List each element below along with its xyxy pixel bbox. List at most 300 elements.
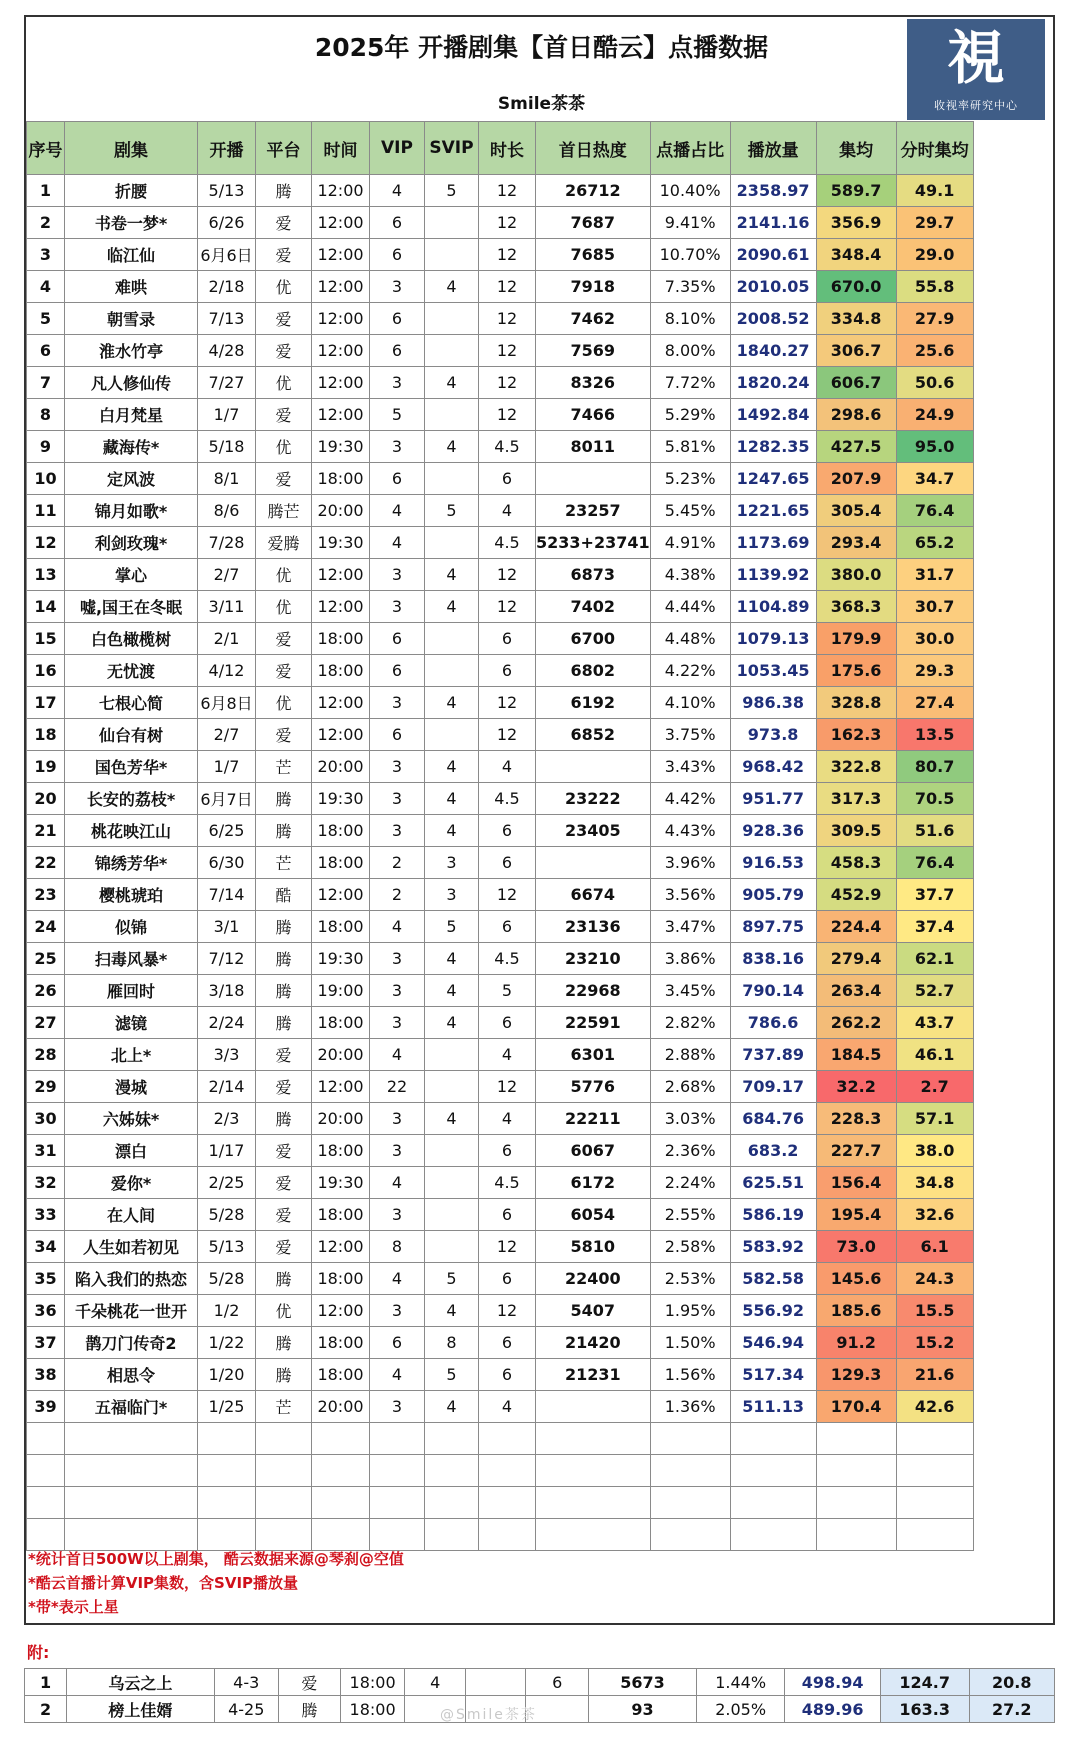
cell-duration: 6: [526, 1669, 589, 1696]
cell-name: 淮水竹亭: [65, 335, 198, 367]
cell-start: 3/18: [198, 975, 256, 1007]
cell-seq: 38: [27, 1359, 65, 1391]
cell-start: 4/12: [198, 655, 256, 687]
cell-time: 19:30: [312, 431, 370, 463]
cell-heat: 5673: [589, 1669, 697, 1696]
cell-duration: 12: [479, 687, 536, 719]
cell-time: 12:00: [312, 207, 370, 239]
cell-seq: 23: [27, 879, 65, 911]
cell-heat: 6674: [536, 879, 651, 911]
cell-start: 2/7: [198, 719, 256, 751]
cell-vip: 22: [370, 1071, 425, 1103]
cell-seg-avg: 52.7: [896, 975, 973, 1007]
cell-time: 20:00: [312, 495, 370, 527]
cell-heat: 26712: [536, 175, 651, 207]
cell-start: 2/14: [198, 1071, 256, 1103]
cell-play: 546.94: [730, 1327, 816, 1359]
cell-svip: [425, 623, 479, 655]
cell-time: 12:00: [312, 559, 370, 591]
cell-name: 在人间: [65, 1199, 198, 1231]
cell-play: 556.92: [730, 1295, 816, 1327]
cell-svip: 4: [425, 559, 479, 591]
cell-heat: 7569: [536, 335, 651, 367]
empty-row: [27, 1487, 974, 1519]
cell-seq: 8: [27, 399, 65, 431]
cell-share: 5.23%: [650, 463, 730, 495]
header-start: 开播: [198, 122, 256, 175]
cell-svip: 4: [425, 751, 479, 783]
cell-vip: 3: [370, 1199, 425, 1231]
cell-vip: 4: [370, 1359, 425, 1391]
cell-duration: 4.5: [479, 431, 536, 463]
cell-svip: 4: [425, 815, 479, 847]
table-row: [27, 1071, 974, 1103]
cell-heat: 23136: [536, 911, 651, 943]
cell-name: 相思令: [65, 1359, 198, 1391]
table-row: [27, 495, 974, 527]
cell-platform: 腾: [256, 1007, 312, 1039]
cell-start: 2/18: [198, 271, 256, 303]
cell-start: 2/3: [198, 1103, 256, 1135]
cell-play: 928.36: [730, 815, 816, 847]
cell-svip: 4: [425, 591, 479, 623]
cell-start: 1/7: [198, 751, 256, 783]
cell-seg-avg: 24.9: [896, 399, 973, 431]
cell-name: 漫城: [65, 1071, 198, 1103]
table-row: [27, 1263, 974, 1295]
cell-seg-avg: 80.7: [896, 751, 973, 783]
table-row: [27, 1135, 974, 1167]
cell-svip: 4: [425, 975, 479, 1007]
empty-cell: [256, 1423, 312, 1455]
cell-duration: 12: [479, 399, 536, 431]
cell-platform: 腾: [256, 815, 312, 847]
cell-play: 511.13: [730, 1391, 816, 1423]
cell-name: 嘘,国王在冬眠: [65, 591, 198, 623]
cell-heat: [536, 751, 651, 783]
cell-avg: 317.3: [816, 783, 896, 815]
cell-avg: 224.4: [816, 911, 896, 943]
cell-start: 1/20: [198, 1359, 256, 1391]
cell-avg: 670.0: [816, 271, 896, 303]
cell-svip: 4: [425, 1007, 479, 1039]
cell-vip: 3: [370, 1007, 425, 1039]
cell-duration: 6: [479, 463, 536, 495]
cell-play: 1247.65: [730, 463, 816, 495]
cell-time: 20:00: [312, 1039, 370, 1071]
cell-platform: 芒: [256, 847, 312, 879]
cell-start: 1/7: [198, 399, 256, 431]
cell-share: 4.43%: [650, 815, 730, 847]
empty-cell: [816, 1455, 896, 1487]
cell-svip: [425, 303, 479, 335]
empty-cell: [65, 1519, 198, 1551]
cell-time: 12:00: [312, 239, 370, 271]
cell-svip: [425, 1071, 479, 1103]
cell-share: 1.50%: [650, 1327, 730, 1359]
cell-seq: 36: [27, 1295, 65, 1327]
cell-share: 7.72%: [650, 367, 730, 399]
cell-share: 5.45%: [650, 495, 730, 527]
cell-name: 雁回时: [65, 975, 198, 1007]
cell-platform: 爱: [256, 463, 312, 495]
table-row: [27, 1039, 974, 1071]
cell-start: 7/27: [198, 367, 256, 399]
cell-svip: 5: [425, 1263, 479, 1295]
cell-play: 625.51: [730, 1167, 816, 1199]
cell-play: 1139.92: [730, 559, 816, 591]
empty-cell: [27, 1423, 65, 1455]
cell-seg-avg: 27.4: [896, 687, 973, 719]
cell-name: 锦月如歌*: [65, 495, 198, 527]
cell-avg: 589.7: [816, 175, 896, 207]
cell-seq: 22: [27, 847, 65, 879]
cell-name: 扫毒风暴*: [65, 943, 198, 975]
empty-cell: [370, 1519, 425, 1551]
cell-play: 586.19: [730, 1199, 816, 1231]
cell-name: 朝雪录: [65, 303, 198, 335]
header-duration: 时长: [479, 122, 536, 175]
cell-platform: 优: [256, 1295, 312, 1327]
cell-play: 968.42: [730, 751, 816, 783]
cell-svip: [425, 1199, 479, 1231]
cell-name: 鹊刀门传奇2: [65, 1327, 198, 1359]
cell-vip: 2: [370, 879, 425, 911]
cell-seg-avg: 32.6: [896, 1199, 973, 1231]
cell-share: 8.00%: [650, 335, 730, 367]
cell-seg-avg: 51.6: [896, 815, 973, 847]
table-row: [27, 687, 974, 719]
cell-platform: 芒: [256, 1391, 312, 1423]
cell-time: 18:00: [340, 1696, 404, 1723]
cell-play: 1221.65: [730, 495, 816, 527]
cell-seq: 6: [27, 335, 65, 367]
cell-avg: 328.8: [816, 687, 896, 719]
cell-share: 7.35%: [650, 271, 730, 303]
cell-seq: 29: [27, 1071, 65, 1103]
table-row: [25, 1696, 1055, 1723]
watermark: @Smile茶茶: [440, 1707, 537, 1723]
empty-cell: [536, 1423, 651, 1455]
empty-cell: [816, 1519, 896, 1551]
cell-play: 951.77: [730, 783, 816, 815]
table-row: [27, 1231, 974, 1263]
appendix-table: [24, 1668, 1055, 1723]
cell-heat: 22211: [536, 1103, 651, 1135]
cell-vip: 6: [370, 623, 425, 655]
table-row: [27, 847, 974, 879]
cell-avg: 145.6: [816, 1263, 896, 1295]
cell-name: 仙台有树: [65, 719, 198, 751]
cell-play: 897.75: [730, 911, 816, 943]
cell-avg: 427.5: [816, 431, 896, 463]
cell-seg-avg: 38.0: [896, 1135, 973, 1167]
cell-share: 1.95%: [650, 1295, 730, 1327]
cell-duration: 4.5: [479, 1167, 536, 1199]
cell-vip: 6: [370, 207, 425, 239]
table-row: [27, 1167, 974, 1199]
cell-vip: 6: [370, 463, 425, 495]
cell-platform: 爱: [256, 239, 312, 271]
cell-seq: 28: [27, 1039, 65, 1071]
cell-svip: 8: [425, 1327, 479, 1359]
cell-heat: 5810: [536, 1231, 651, 1263]
cell-start: 6月8日: [198, 687, 256, 719]
cell-share: 2.36%: [650, 1135, 730, 1167]
cell-seq: 34: [27, 1231, 65, 1263]
cell-duration: 4: [479, 495, 536, 527]
page-title: 2025年 开播剧集【首日酷云】点播数据: [314, 33, 769, 62]
cell-seg-avg: 46.1: [896, 1039, 973, 1071]
header-vip: VIP: [370, 122, 425, 175]
cell-heat: 5407: [536, 1295, 651, 1327]
cell-start: 4-3: [214, 1669, 278, 1696]
cell-start: 7/28: [198, 527, 256, 559]
cell-seq: 24: [27, 911, 65, 943]
cell-name: 北上*: [65, 1039, 198, 1071]
cell-name: 利剑玫瑰*: [65, 527, 198, 559]
cell-duration: 12: [479, 879, 536, 911]
cell-vip: 4: [370, 1263, 425, 1295]
cell-seg-avg: 76.4: [896, 847, 973, 879]
cell-svip: [425, 719, 479, 751]
cell-play: 790.14: [730, 975, 816, 1007]
cell-time: 12:00: [312, 335, 370, 367]
empty-cell: [896, 1423, 973, 1455]
cell-name: 五福临门*: [65, 1391, 198, 1423]
cell-play: 683.2: [730, 1135, 816, 1167]
empty-cell: [536, 1487, 651, 1519]
cell-play: 2141.16: [730, 207, 816, 239]
cell-vip: 3: [370, 687, 425, 719]
cell-seg-avg: 31.7: [896, 559, 973, 591]
cell-heat: 6067: [536, 1135, 651, 1167]
cell-duration: 6: [479, 1199, 536, 1231]
cell-play: 583.92: [730, 1231, 816, 1263]
drama-table: [26, 121, 974, 1551]
cell-time: 20:00: [312, 751, 370, 783]
cell-seq: 20: [27, 783, 65, 815]
cell-time: 12:00: [312, 1071, 370, 1103]
cell-heat: 23405: [536, 815, 651, 847]
cell-duration: 6: [479, 1135, 536, 1167]
cell-share: 3.03%: [650, 1103, 730, 1135]
cell-duration: 12: [479, 239, 536, 271]
cell-heat: 6301: [536, 1039, 651, 1071]
cell-duration: 6: [479, 911, 536, 943]
cell-svip: [425, 527, 479, 559]
cell-heat: 93: [589, 1696, 697, 1723]
cell-seq: 13: [27, 559, 65, 591]
cell-start: 7/13: [198, 303, 256, 335]
cell-duration: 12: [479, 719, 536, 751]
cell-avg: 175.6: [816, 655, 896, 687]
cell-play: 498.94: [785, 1669, 880, 1696]
cell-play: 2010.05: [730, 271, 816, 303]
cell-platform: 优: [256, 687, 312, 719]
empty-cell: [425, 1487, 479, 1519]
cell-avg: 263.4: [816, 975, 896, 1007]
empty-cell: [312, 1455, 370, 1487]
cell-platform: 爱: [256, 1039, 312, 1071]
cell-platform: 腾: [256, 175, 312, 207]
empty-cell: [198, 1487, 256, 1519]
empty-row: [27, 1519, 974, 1551]
cell-duration: 6: [479, 1327, 536, 1359]
empty-cell: [816, 1423, 896, 1455]
cell-avg: 293.4: [816, 527, 896, 559]
cell-platform: 腾: [256, 1263, 312, 1295]
table-row: [27, 1295, 974, 1327]
cell-start: 7/14: [198, 879, 256, 911]
cell-duration: 4.5: [479, 527, 536, 559]
cell-time: 19:30: [312, 783, 370, 815]
page-subtitle: Smile茶茶: [497, 94, 586, 114]
cell-start: 1/22: [198, 1327, 256, 1359]
cell-seq: 10: [27, 463, 65, 495]
table-row: [27, 1327, 974, 1359]
empty-cell: [65, 1487, 198, 1519]
cell-duration: 12: [479, 367, 536, 399]
cell-share: 4.22%: [650, 655, 730, 687]
table-row: [27, 367, 974, 399]
cell-seg-avg: 37.7: [896, 879, 973, 911]
cell-start: 5/28: [198, 1263, 256, 1295]
empty-cell: [312, 1519, 370, 1551]
cell-name: 白色橄榄树: [65, 623, 198, 655]
table-row: [27, 815, 974, 847]
cell-seg-avg: 34.7: [896, 463, 973, 495]
empty-cell: [256, 1487, 312, 1519]
cell-play: 737.89: [730, 1039, 816, 1071]
cell-time: 12:00: [312, 879, 370, 911]
cell-name: 七根心简: [65, 687, 198, 719]
cell-seg-avg: 29.7: [896, 207, 973, 239]
empty-cell: [425, 1455, 479, 1487]
cell-play: 709.17: [730, 1071, 816, 1103]
cell-time: 19:00: [312, 975, 370, 1007]
cell-seq: 27: [27, 1007, 65, 1039]
cell-avg: 298.6: [816, 399, 896, 431]
cell-heat: 8326: [536, 367, 651, 399]
cell-svip: [425, 1135, 479, 1167]
cell-time: 12:00: [312, 399, 370, 431]
cell-name: 爱你*: [65, 1167, 198, 1199]
cell-avg: 228.3: [816, 1103, 896, 1135]
cell-platform: 爱: [256, 655, 312, 687]
table-row: [27, 1007, 974, 1039]
table-row: [27, 655, 974, 687]
cell-seg-avg: 15.5: [896, 1295, 973, 1327]
table-row: [27, 239, 974, 271]
cell-share: 5.29%: [650, 399, 730, 431]
empty-cell: [730, 1487, 816, 1519]
cell-play: 1492.84: [730, 399, 816, 431]
empty-cell: [256, 1455, 312, 1487]
cell-start: 5/18: [198, 431, 256, 463]
cell-name: 无忧渡: [65, 655, 198, 687]
empty-cell: [27, 1519, 65, 1551]
cell-platform: 酷: [256, 879, 312, 911]
cell-heat: 21420: [536, 1327, 651, 1359]
cell-seq: 18: [27, 719, 65, 751]
cell-share: 2.55%: [650, 1199, 730, 1231]
cell-share: 4.10%: [650, 687, 730, 719]
cell-platform: 腾: [256, 783, 312, 815]
cell-svip: 4: [425, 687, 479, 719]
cell-name: 定风波: [65, 463, 198, 495]
table-row: [27, 271, 974, 303]
cell-duration: 4: [479, 751, 536, 783]
cell-seq: 2: [27, 207, 65, 239]
table-row: [27, 975, 974, 1007]
cell-heat: 7687: [536, 207, 651, 239]
cell-seg-avg: 25.6: [896, 335, 973, 367]
table-row: [27, 1391, 974, 1423]
cell-start: 8/6: [198, 495, 256, 527]
cell-seg-avg: 43.7: [896, 1007, 973, 1039]
cell-seq: 33: [27, 1199, 65, 1231]
cell-avg: 348.4: [816, 239, 896, 271]
cell-platform: 优: [256, 591, 312, 623]
table-row: [27, 1359, 974, 1391]
cell-time: 18:00: [312, 815, 370, 847]
cell-seq: 19: [27, 751, 65, 783]
cell-start: 2/24: [198, 1007, 256, 1039]
footnote: *带*表示上星: [28, 1598, 119, 1616]
cell-platform: 优: [256, 271, 312, 303]
cell-vip: 6: [370, 303, 425, 335]
cell-platform: 爱: [256, 719, 312, 751]
cell-svip: 3: [425, 847, 479, 879]
empty-cell: [425, 1423, 479, 1455]
cell-name: 似锦: [65, 911, 198, 943]
cell-duration: 6: [479, 655, 536, 687]
cell-duration: 6: [479, 623, 536, 655]
header-seq: 序号: [27, 122, 65, 175]
cell-svip: 5: [425, 1359, 479, 1391]
cell-play: 905.79: [730, 879, 816, 911]
cell-platform: 爱: [256, 1199, 312, 1231]
cell-vip: 3: [370, 751, 425, 783]
empty-cell: [370, 1487, 425, 1519]
cell-platform: 爱: [256, 303, 312, 335]
cell-svip: 5: [425, 911, 479, 943]
cell-start: 1/2: [198, 1295, 256, 1327]
cell-avg: 185.6: [816, 1295, 896, 1327]
cell-seq: 39: [27, 1391, 65, 1423]
cell-seg-avg: 30.0: [896, 623, 973, 655]
cell-avg: 452.9: [816, 879, 896, 911]
cell-time: 18:00: [312, 1359, 370, 1391]
table-row: [27, 335, 974, 367]
empty-cell: [730, 1455, 816, 1487]
cell-play: 1820.24: [730, 367, 816, 399]
cell-name: 桃花映江山: [65, 815, 198, 847]
cell-play: 2090.61: [730, 239, 816, 271]
cell-vip: 4: [405, 1669, 466, 1696]
cell-duration: 4.5: [479, 943, 536, 975]
cell-duration: 4: [479, 1039, 536, 1071]
cell-vip: 6: [370, 335, 425, 367]
cell-name: 白月梵星: [65, 399, 198, 431]
cell-seg-avg: 20.8: [969, 1669, 1054, 1696]
cell-name: 折腰: [65, 175, 198, 207]
cell-platform: 腾芒: [256, 495, 312, 527]
cell-play: 684.76: [730, 1103, 816, 1135]
cell-heat: 7918: [536, 271, 651, 303]
table-row: [27, 623, 974, 655]
